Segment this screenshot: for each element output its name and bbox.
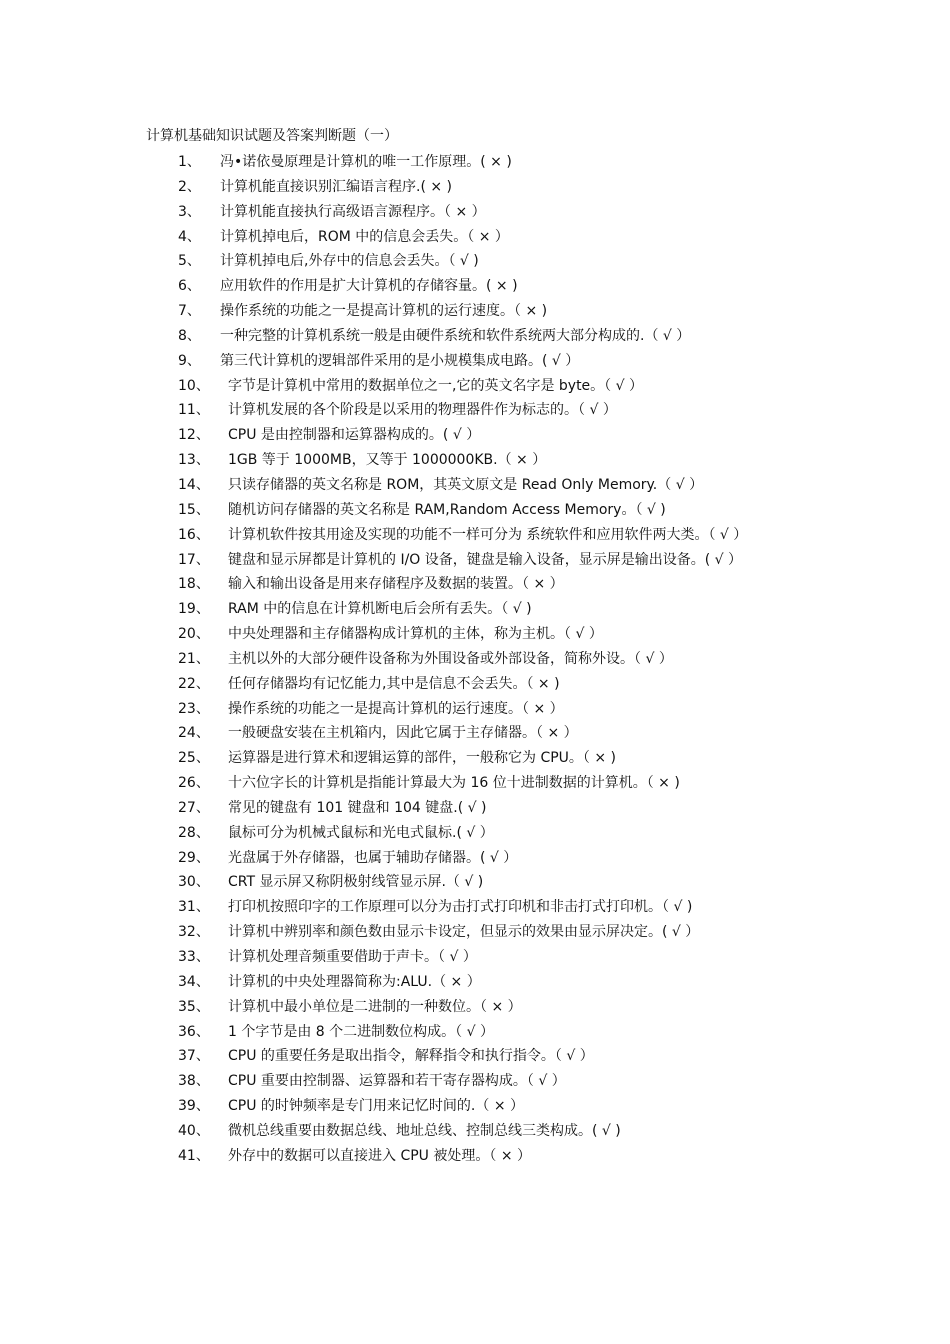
item-text: 一般硬盘安装在主机箱内，因此它属于主存储器。（ × ） — [228, 725, 578, 742]
list-item — [146, 374, 816, 399]
item-text: 任何存储器均有记忆能力,其中是信息不会丢失。（ × ) — [228, 675, 560, 692]
item-text: 1GB 等于 1000MB，又等于 1000000KB.（ × ） — [228, 452, 547, 469]
item-text: 计算机处理音频重要借助于声卡。（ √ ） — [228, 949, 477, 965]
item-number: 10、 — [178, 377, 210, 394]
list-item — [146, 175, 816, 200]
item-number: 9、 — [178, 352, 201, 369]
item-text: 计算机中最小单位是二进制的一种数位。（ × ） — [228, 998, 522, 1015]
item-number: 21、 — [178, 650, 210, 667]
item-text: 计算机的中央处理器简称为:ALU.（ × ） — [228, 973, 481, 990]
item-number: 24、 — [178, 725, 210, 742]
item-number: 34、 — [178, 973, 210, 990]
list-item — [146, 1020, 816, 1045]
list-item — [146, 299, 816, 324]
list-item — [146, 672, 816, 697]
list-item — [146, 945, 816, 970]
item-text: 键盘和显示屏都是计算机的 I/O 设备，键盘是输入设备，显示屏是输出设备。( √ ） — [228, 551, 743, 568]
item-text: 主机以外的大部分硬件设备称为外围设备或外部设备，简称外设。（ √ ） — [228, 650, 673, 667]
list-item — [146, 398, 816, 423]
item-text: CPU 的重要任务是取出指令，解释指令和执行指令。（ √ ） — [228, 1048, 594, 1065]
item-number: 40、 — [178, 1122, 210, 1139]
item-number: 23、 — [178, 700, 210, 717]
item-number: 22、 — [178, 675, 210, 692]
item-text: CPU 的时钟频率是专门用来记忆时间的.（ × ） — [228, 1098, 524, 1115]
item-text: 字节是计算机中常用的数据单位之一,它的英文名字是 byte。（ √ ） — [228, 377, 643, 394]
item-text: 一种完整的计算机系统一般是由硬件系统和软件系统两大部分构成的.（ √ ） — [220, 327, 691, 344]
item-text: CRT 显示屏又称阴极射线管显示屏.（ √ ) — [228, 874, 484, 891]
item-text: 外存中的数据可以直接进入 CPU 被处理。（ × ） — [228, 1147, 531, 1164]
item-number: 8、 — [178, 327, 201, 344]
item-number: 33、 — [178, 949, 210, 965]
item-text: 冯•诺依曼原理是计算机的唯一工作原理。( × ) — [220, 154, 512, 170]
item-text: 光盘属于外存储器，也属于辅助存储器。( √ ） — [228, 849, 518, 866]
question-list — [146, 150, 816, 1169]
item-number: 5、 — [178, 253, 201, 270]
item-number: 17、 — [178, 551, 210, 568]
item-text: 计算机能直接执行高级语言源程序。（ × ） — [220, 203, 486, 220]
item-number: 6、 — [178, 278, 201, 295]
item-text: 常见的键盘有 101 键盘和 104 键盘.( √ ) — [228, 799, 487, 816]
item-number: 3、 — [178, 203, 201, 220]
item-text: 中央处理器和主存储器构成计算机的主体，称为主机。（ √ ） — [228, 626, 603, 643]
item-number: 30、 — [178, 874, 210, 891]
item-number: 28、 — [178, 824, 210, 841]
list-item — [146, 970, 816, 995]
list-item — [146, 548, 816, 573]
list-item — [146, 1044, 816, 1069]
item-number: 25、 — [178, 750, 210, 767]
list-item — [146, 200, 816, 225]
item-number: 14、 — [178, 476, 210, 493]
item-text: 鼠标可分为机械式鼠标和光电式鼠标.( √ ） — [228, 824, 494, 841]
item-text: 计算机掉电后，ROM 中的信息会丢失。（ × ） — [220, 228, 509, 245]
item-number: 19、 — [178, 601, 210, 618]
item-text: CPU 是由控制器和运算器构成的。( √ ） — [228, 427, 481, 444]
list-item — [146, 572, 816, 597]
list-item — [146, 821, 816, 846]
list-item — [146, 622, 816, 647]
item-number: 16、 — [178, 526, 210, 543]
item-text: 计算机掉电后,外存中的信息会丢失。（ √ ) — [220, 253, 479, 270]
item-number: 37、 — [178, 1048, 210, 1065]
item-number: 12、 — [178, 427, 210, 444]
item-text: 随机访问存储器的英文名称是 RAM,Random Access Memory。（ √ ) — [228, 501, 666, 518]
item-text: 打印机按照印字的工作原理可以分为击打式打印机和非击打式打印机。（ √ ) — [228, 899, 693, 916]
item-number: 36、 — [178, 1023, 210, 1040]
item-number: 20、 — [178, 626, 210, 643]
list-item — [146, 920, 816, 945]
item-number: 7、 — [178, 303, 201, 320]
item-number: 39、 — [178, 1098, 210, 1115]
list-item — [146, 771, 816, 796]
list-item — [146, 895, 816, 920]
item-number: 38、 — [178, 1073, 210, 1090]
item-text: 计算机能直接识别汇编语言程序.( × ) — [220, 178, 453, 195]
list-item — [146, 473, 816, 498]
item-number: 15、 — [178, 501, 210, 518]
item-text: 计算机发展的各个阶段是以采用的物理器件作为标志的。（ √ ） — [228, 402, 617, 419]
item-number: 41、 — [178, 1147, 210, 1164]
list-item — [146, 324, 816, 349]
list-item — [146, 721, 816, 746]
item-number: 32、 — [178, 924, 210, 941]
list-item — [146, 697, 816, 722]
list-item — [146, 423, 816, 448]
list-item — [146, 274, 816, 299]
item-number: 27、 — [178, 799, 210, 816]
item-text: 输入和输出设备是用来存储程序及数据的装置。（ × ） — [228, 576, 564, 593]
item-text: 十六位字长的计算机是指能计算最大为 16 位十进制数据的计算机。（ × ) — [228, 775, 680, 792]
item-number: 13、 — [178, 452, 210, 469]
item-number: 1、 — [178, 154, 201, 170]
list-item — [146, 647, 816, 672]
item-text: 计算机中辨别率和颜色数由显示卡设定，但显示的效果由显示屏决定。( √ ） — [228, 924, 700, 941]
list-item — [146, 150, 816, 175]
item-text: CPU 重要由控制器、运算器和若干寄存器构成。（ √ ） — [228, 1073, 566, 1090]
item-number: 29、 — [178, 849, 210, 866]
document-title: 计算机基础知识试题及答案判断题（一） — [146, 128, 398, 144]
list-item — [146, 498, 816, 523]
list-item — [146, 249, 816, 274]
list-item — [146, 523, 816, 548]
item-text: 操作系统的功能之一是提高计算机的运行速度。（ × ） — [228, 700, 564, 717]
list-item — [146, 597, 816, 622]
item-number: 11、 — [178, 402, 210, 419]
list-item — [146, 349, 816, 374]
item-text: RAM 中的信息在计算机断电后会所有丢失。（ √ ) — [228, 601, 532, 618]
list-item — [146, 1094, 816, 1119]
list-item — [146, 846, 816, 871]
list-item — [146, 1119, 816, 1144]
item-text: 第三代计算机的逻辑部件采用的是小规模集成电路。( √ ） — [220, 352, 580, 369]
list-item — [146, 1069, 816, 1094]
item-number: 31、 — [178, 899, 210, 916]
list-item — [146, 995, 816, 1020]
item-text: 运算器是进行算术和逻辑运算的部件，一般称它为 CPU。（ × ) — [228, 750, 617, 767]
item-number: 4、 — [178, 228, 201, 245]
list-item — [146, 1144, 816, 1169]
item-text: 微机总线重要由数据总线、地址总线、控制总线三类构成。( √ ) — [228, 1122, 621, 1139]
item-number: 26、 — [178, 775, 210, 792]
item-number: 18、 — [178, 576, 210, 593]
item-text: 操作系统的功能之一是提高计算机的运行速度。（ × ) — [220, 303, 548, 320]
item-text: 只读存储器的英文名称是 ROM，其英文原文是 Read Only Memory.（ √ ） — [228, 476, 704, 493]
item-number: 2、 — [178, 178, 201, 195]
list-item — [146, 746, 816, 771]
list-item — [146, 796, 816, 821]
list-item — [146, 870, 816, 895]
list-item — [146, 448, 816, 473]
item-text: 1 个字节是由 8 个二进制数位构成。（ √ ） — [228, 1023, 494, 1040]
item-text: 计算机软件按其用途及实现的功能不一样可分为 系统软件和应用软件两大类。（ √ ） — [228, 526, 748, 543]
list-item — [146, 225, 816, 250]
item-number: 35、 — [178, 998, 210, 1015]
item-text: 应用软件的作用是扩大计算机的存储容量。( × ) — [220, 278, 518, 295]
